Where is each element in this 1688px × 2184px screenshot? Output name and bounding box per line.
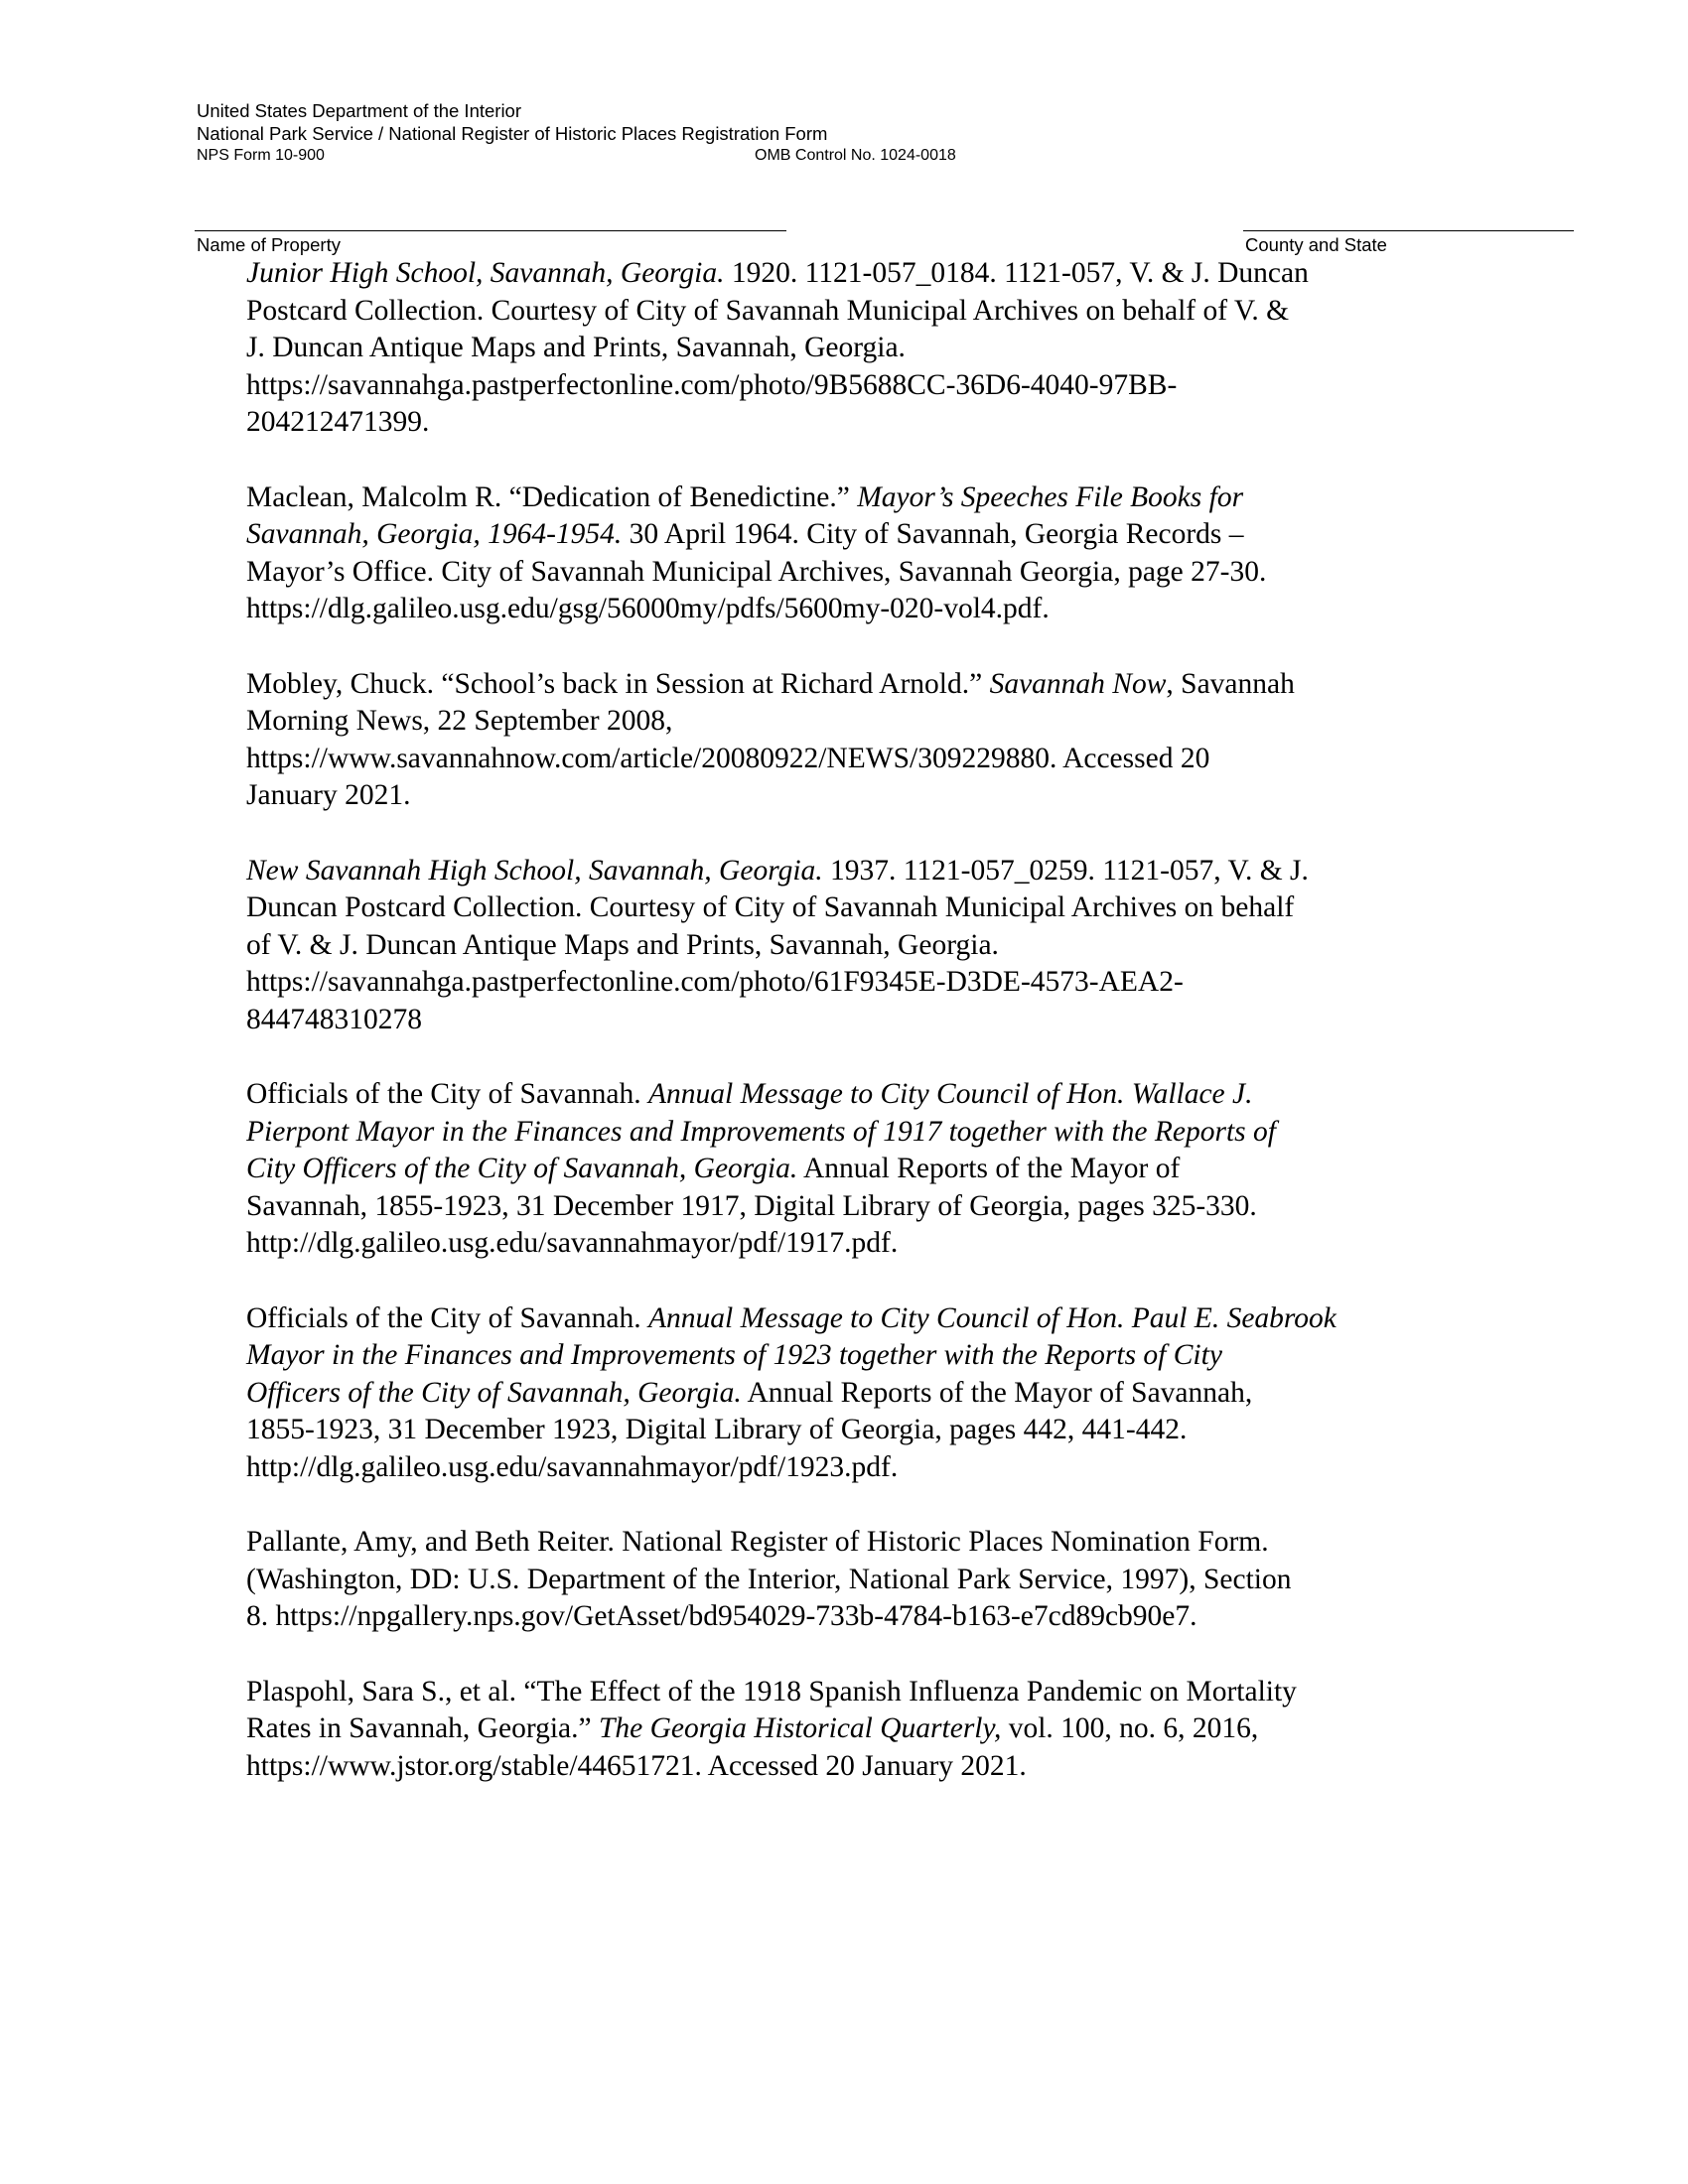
italic-text: Mayor’s Speeches File Books for (857, 480, 1244, 513)
entry-line (246, 741, 1487, 778)
entry-text: Annual Reports of the Mayor of Savannah, (741, 1376, 1253, 1409)
bibliography-entry (246, 666, 1487, 815)
entry-line (246, 516, 1487, 554)
bibliography-entry (246, 479, 1487, 628)
entry-text: Mobley, Chuck. “School’s back in Session at Richard Arnold.” (246, 667, 990, 700)
form-header (197, 99, 1487, 166)
entry-text: Annual Reports of the Mayor of (797, 1153, 1181, 1185)
entry-line (246, 1337, 1487, 1375)
entry-line (246, 1300, 1487, 1338)
entry-line (246, 293, 1487, 331)
entry-text: Duncan Postcard Collection. Courtesy of City of Savannah Municipal Archives on behalf (246, 891, 1295, 924)
bibliography-entry (246, 1674, 1487, 1786)
entry-line (246, 1449, 1487, 1487)
italic-text: The Georgia Historical Quarterly, (599, 1712, 1002, 1745)
entry-line (246, 591, 1487, 628)
entry-line (246, 1114, 1487, 1152)
entry-text: http://dlg.galileo.usg.edu/savannahmayor/pdf/1917.pdf. (246, 1227, 899, 1260)
entry-line (246, 367, 1487, 405)
entry-line (246, 1188, 1487, 1226)
bibliography-entry (246, 1300, 1487, 1487)
entry-text: 8. https://npgallery.nps.gov/GetAsset/bd954029-733b-4784-b163-e7cd89cb90e7. (246, 1600, 1197, 1633)
italic-text: Annual Message to City Council of Hon. Paul E. Seabrook (648, 1301, 1336, 1334)
entry-text: 30 April 1964. City of Savannah, Georgia Records – (622, 518, 1244, 551)
entry-text: Mayor’s Office. City of Savannah Municipal Archives, Savannah Georgia, page 27-30. (246, 555, 1267, 588)
entry-line (246, 1225, 1487, 1263)
entry-line (246, 1375, 1487, 1413)
entry-text: Rates in Savannah, Georgia.” (246, 1712, 599, 1745)
italic-text: Annual Message to City Council of Hon. Wallace J. (648, 1078, 1253, 1111)
entry-text: , Savannah (1166, 667, 1295, 700)
entry-text: Officials of the City of Savannah. (246, 1301, 648, 1334)
entry-text: http://dlg.galileo.usg.edu/savannahmayor/pdf/1923.pdf. (246, 1451, 899, 1483)
entry-text: 204212471399. (246, 406, 430, 439)
entry-text: (Washington, DD: U.S. Department of the Interior, National Park Service, 1997), Section (246, 1563, 1292, 1595)
bibliography-entry (246, 255, 1487, 442)
entry-text: Plaspohl, Sara S., et al. “The Effect of the 1918 Spanish Influenza Pandemic on Mortality (246, 1675, 1297, 1707)
form-number-row (197, 145, 1487, 166)
entry-text: Postcard Collection. Courtesy of City of Savannah Municipal Archives on behalf of V. & (246, 294, 1290, 327)
entry-text: https://www.jstor.org/stable/44651721. Accessed 20 January 2021. (246, 1749, 1027, 1782)
entry-text: Pallante, Amy, and Beth Reiter. National Register of Historic Places Nomination Form. (246, 1526, 1269, 1559)
omb-control-number: OMB Control No. 1024-0018 (755, 147, 956, 164)
entry-line (246, 404, 1487, 442)
italic-text: Officers of the City of Savannah, Georgia. (246, 1376, 742, 1409)
entry-line (246, 1562, 1487, 1599)
form-number: NPS Form 10-900 (197, 147, 325, 164)
entry-text: vol. 100, no. 6, 2016, (1001, 1712, 1259, 1745)
entry-text: J. Duncan Antique Maps and Prints, Savannah, Georgia. (246, 332, 906, 364)
entry-line (246, 479, 1487, 517)
entry-text: Savannah, 1855-1923, 31 December 1917, Digital Library of Georgia, pages 325-330. (246, 1189, 1257, 1222)
entry-line (246, 1151, 1487, 1188)
entry-text: https://savannahga.pastperfectonline.com/photo/9B5688CC-36D6-4040-97BB- (246, 368, 1178, 401)
italic-text: Mayor in the Finances and Improvements of 1923 together with the Reports of City (246, 1339, 1222, 1372)
entry-text: Officials of the City of Savannah. (246, 1078, 648, 1111)
entry-text: https://www.savannahnow.com/article/20080922/NEWS/309229880. Accessed 20 (246, 742, 1210, 774)
entry-text: of V. & J. Duncan Antique Maps and Prints, Savannah, Georgia. (246, 928, 999, 961)
name-of-property-rule (195, 230, 786, 231)
department-title: United States Department of the Interior (197, 100, 522, 121)
entry-text: 1920. 1121-057_0184. 1121-057, V. & J. Duncan (724, 257, 1309, 289)
entry-line (246, 1748, 1487, 1786)
italic-text: City Officers of the City of Savannah, Georgia. (246, 1153, 798, 1185)
entry-line (246, 1674, 1487, 1711)
italic-text: Junior High School, Savannah, Georgia. (246, 257, 725, 289)
entry-text: 1937. 1121-057_0259. 1121-057, V. & J. (822, 854, 1309, 887)
entry-line (246, 703, 1487, 741)
bibliography-entry (246, 1524, 1487, 1636)
county-and-state-label: County and State (1245, 234, 1387, 255)
entry-line (246, 889, 1487, 927)
county-and-state-rule (1243, 230, 1574, 231)
entry-line (246, 1598, 1487, 1636)
entry-line (246, 777, 1487, 815)
italic-text: New Savannah High School, Savannah, Georgia. (246, 854, 823, 887)
entry-line (246, 853, 1487, 890)
bibliography-entry (246, 853, 1487, 1039)
entry-text: January 2021. (246, 779, 411, 812)
entry-line (246, 330, 1487, 367)
entry-line (246, 554, 1487, 592)
name-of-property-label: Name of Property (197, 234, 341, 255)
entry-line (246, 1524, 1487, 1562)
entry-line (246, 666, 1487, 704)
entry-line (246, 255, 1487, 293)
entry-line (246, 964, 1487, 1002)
entry-line (246, 1002, 1487, 1039)
entry-text: 844748310278 (246, 1003, 422, 1035)
entry-text: Morning News, 22 September 2008, (246, 705, 673, 738)
entry-line (246, 927, 1487, 965)
entry-line (246, 1412, 1487, 1449)
bibliography-list (246, 255, 1487, 1823)
entry-text: Maclean, Malcolm R. “Dedication of Benedictine.” (246, 480, 858, 513)
entry-text: https://dlg.galileo.usg.edu/gsg/56000my/pdfs/5600my-020-vol4.pdf. (246, 593, 1050, 625)
italic-text: Pierpont Mayor in the Finances and Improvements of 1917 together with the Reports of (246, 1115, 1276, 1148)
entry-text: https://savannahga.pastperfectonline.com/photo/61F9345E-D3DE-4573-AEA2- (246, 966, 1184, 999)
italic-text: Savannah Now (989, 667, 1167, 700)
entry-text: 1855-1923, 31 December 1923, Digital Library of Georgia, pages 442, 441-442. (246, 1414, 1188, 1446)
italic-text: Savannah, Georgia, 1964-1954. (246, 518, 623, 551)
entry-line (246, 1710, 1487, 1748)
form-title: National Park Service / National Register of Historic Places Registration Form (197, 123, 828, 144)
entry-line (246, 1076, 1487, 1114)
bibliography-entry (246, 1076, 1487, 1263)
